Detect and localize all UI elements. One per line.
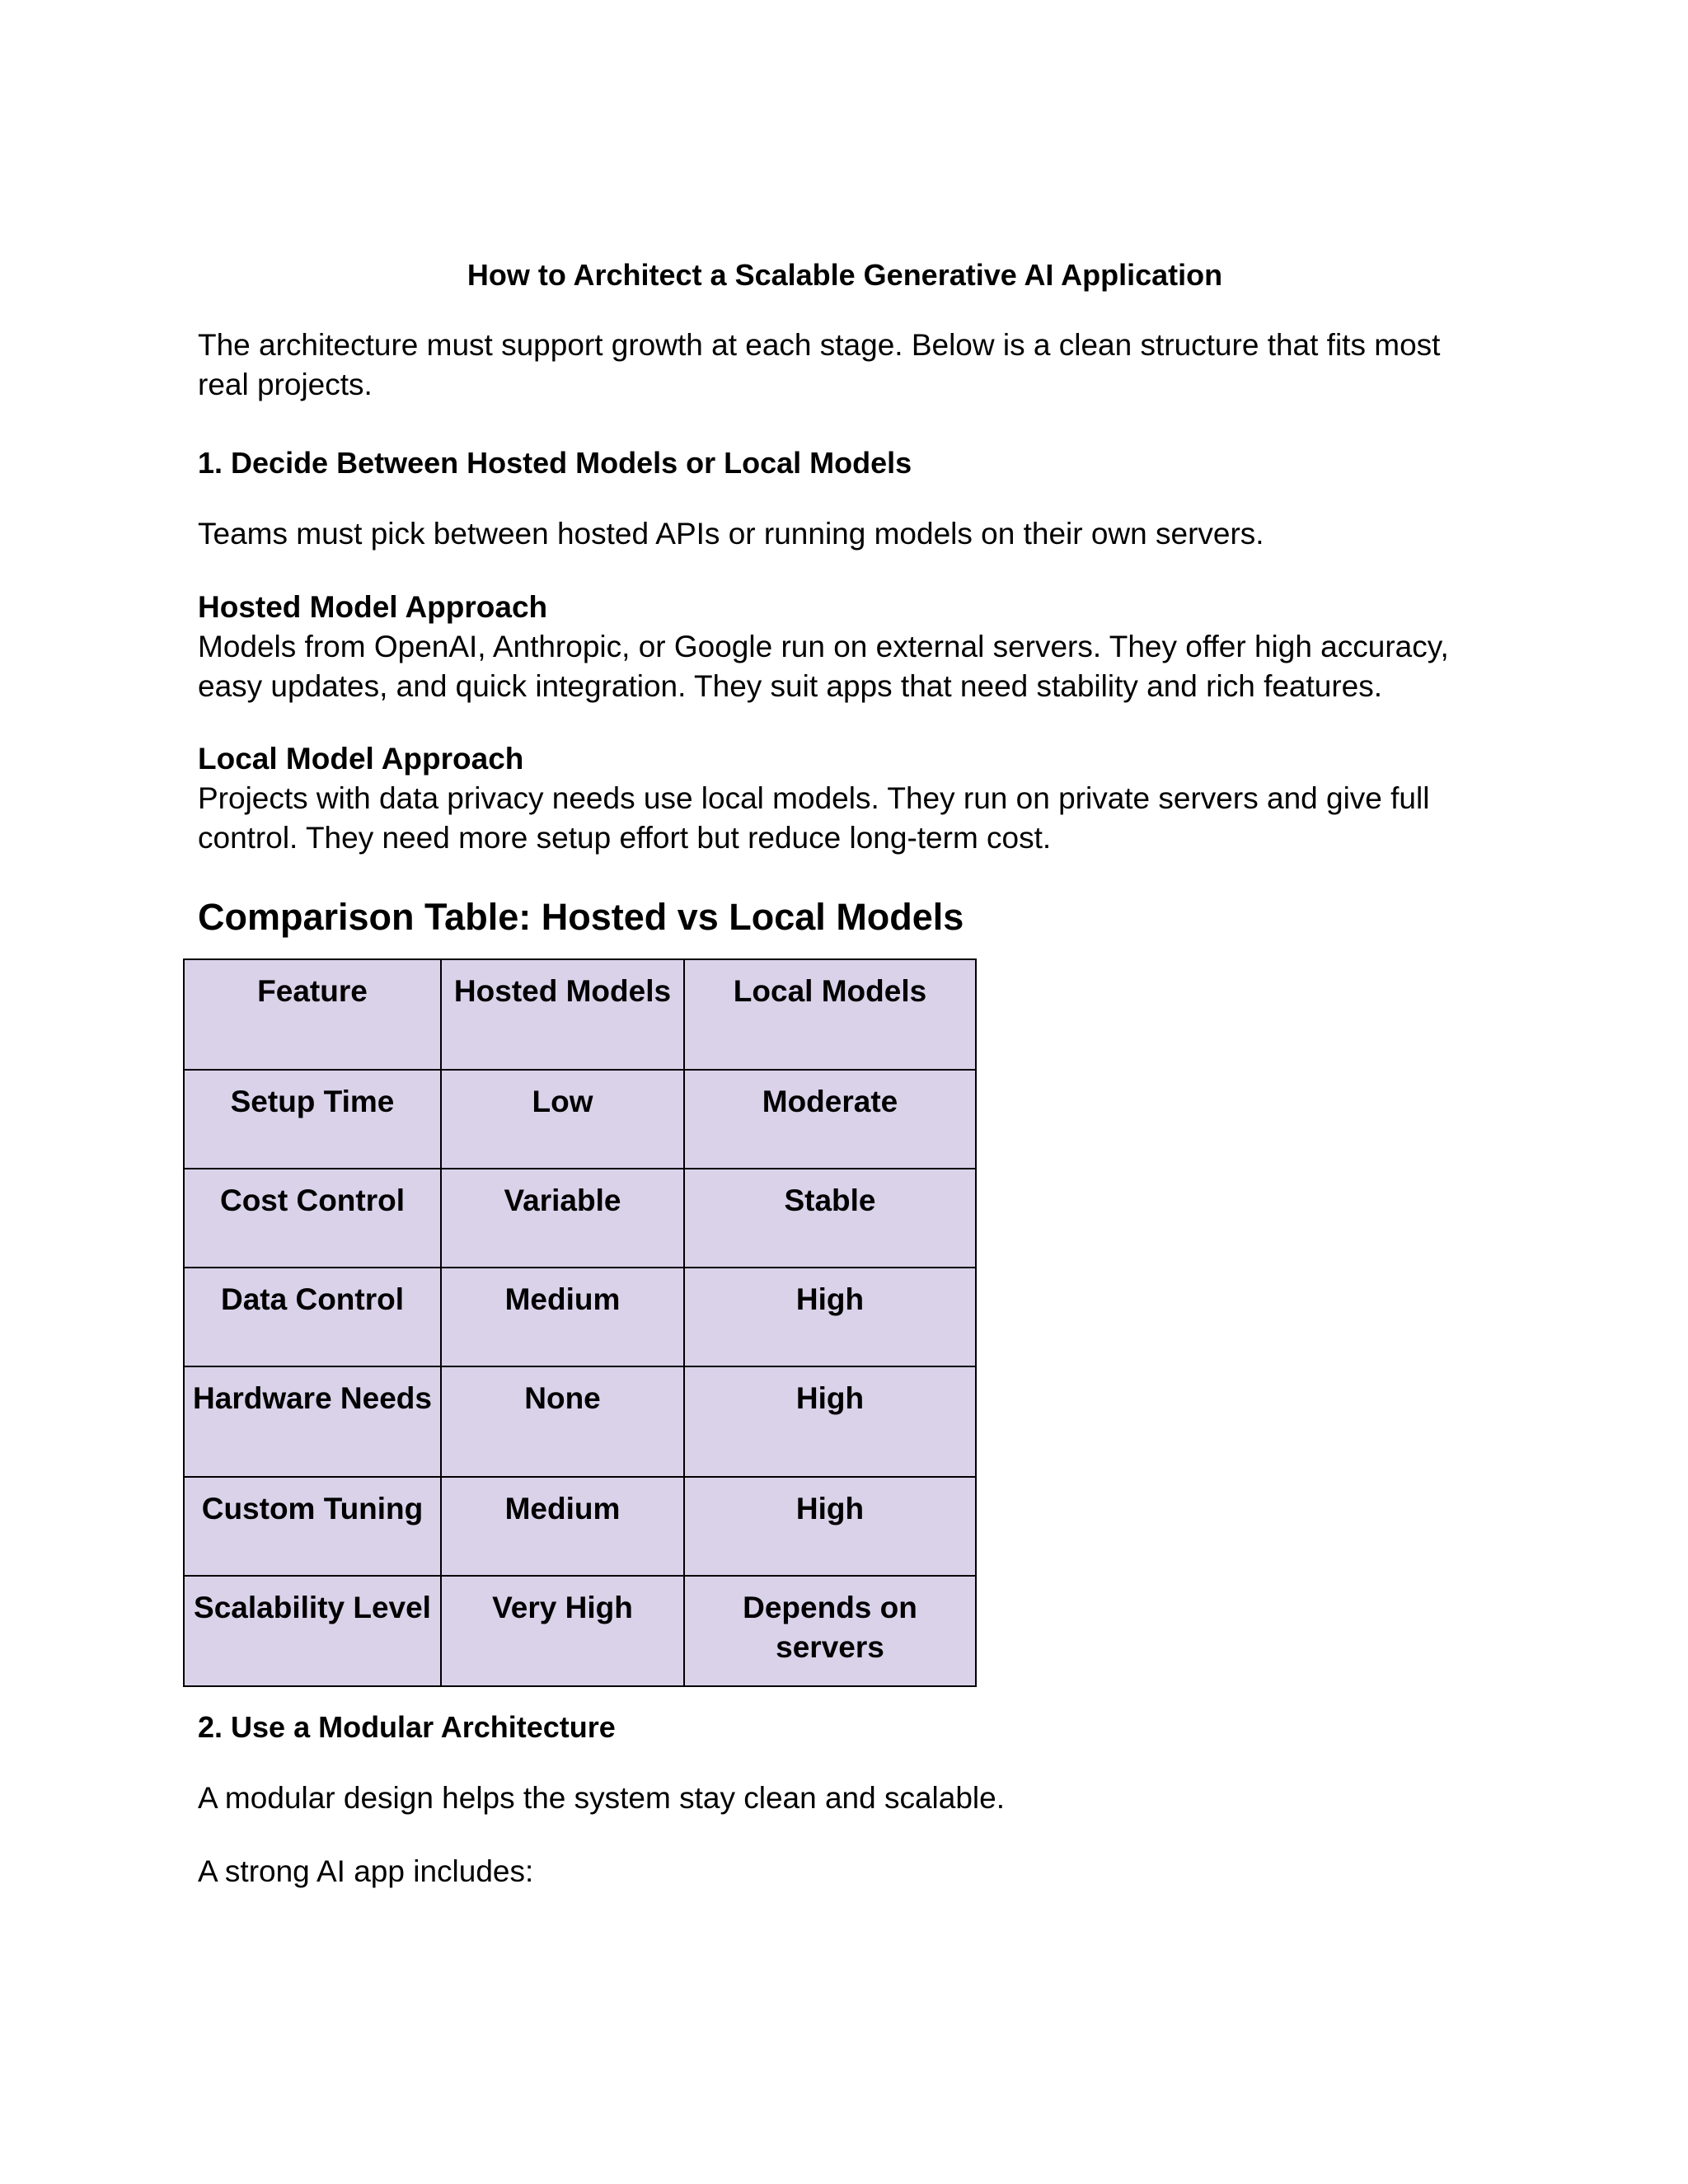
table-cell: Low <box>441 1070 684 1169</box>
table-cell: Very High <box>441 1576 684 1686</box>
section1-paragraph: Teams must pick between hosted APIs or running models on their own servers. <box>198 517 1264 551</box>
table-row <box>184 1070 976 1169</box>
table-cell: Scalability Level <box>184 1576 441 1686</box>
table-row <box>184 1576 976 1686</box>
table-cell: Variable <box>441 1169 684 1268</box>
table-cell: Depends on servers <box>684 1576 976 1686</box>
table-cell: High <box>684 1268 976 1366</box>
table-cell: Moderate <box>684 1070 976 1169</box>
table-cell: Data Control <box>184 1268 441 1366</box>
table-header-cell: Local Models <box>684 959 976 1070</box>
section2-heading: 2. Use a Modular Architecture <box>198 1710 616 1744</box>
comparison-table-heading: Comparison Table: Hosted vs Local Models <box>198 896 964 938</box>
table-cell: Setup Time <box>184 1070 441 1169</box>
table-cell: Custom Tuning <box>184 1477 441 1576</box>
intro-paragraph: The architecture must support growth at each stage. Below is a clean structure that fits most real projects. <box>198 328 1441 401</box>
local-approach-heading: Local Model Approach <box>198 742 524 776</box>
hosted-approach-paragraph: Models from OpenAI, Anthropic, or Google run on external servers. They offer high accuracy, easy updates, and quick integration. They suit apps that need stability and rich features. <box>198 630 1449 703</box>
section2-paragraph: A modular design helps the system stay clean and scalable. <box>198 1781 1006 1815</box>
table-cell: Medium <box>441 1477 684 1576</box>
table-row <box>184 1169 976 1268</box>
comparison-table <box>183 958 977 1687</box>
table-row <box>184 1268 976 1366</box>
table-row <box>184 1366 976 1477</box>
table-row <box>184 1477 976 1576</box>
table-cell: Medium <box>441 1268 684 1366</box>
table-cell: High <box>684 1366 976 1477</box>
table-cell: Stable <box>684 1169 976 1268</box>
table-header-cell: Feature <box>184 959 441 1070</box>
table-cell: Hardware Needs <box>184 1366 441 1477</box>
document-title: How to Architect a Scalable Generative AI Application <box>467 258 1223 292</box>
hosted-approach-heading: Hosted Model Approach <box>198 590 548 624</box>
section2-list-intro: A strong AI app includes: <box>198 1854 534 1888</box>
table-header-cell: Hosted Models <box>441 959 684 1070</box>
section1-heading: 1. Decide Between Hosted Models or Local Models <box>198 446 912 480</box>
table-header-row <box>184 959 976 1070</box>
local-approach-paragraph: Projects with data privacy needs use local models. They run on private servers and give full control. They need more setup effort but reduce long-term cost. <box>198 781 1430 855</box>
table-cell: High <box>684 1477 976 1576</box>
table-cell: Cost Control <box>184 1169 441 1268</box>
table-cell: None <box>441 1366 684 1477</box>
